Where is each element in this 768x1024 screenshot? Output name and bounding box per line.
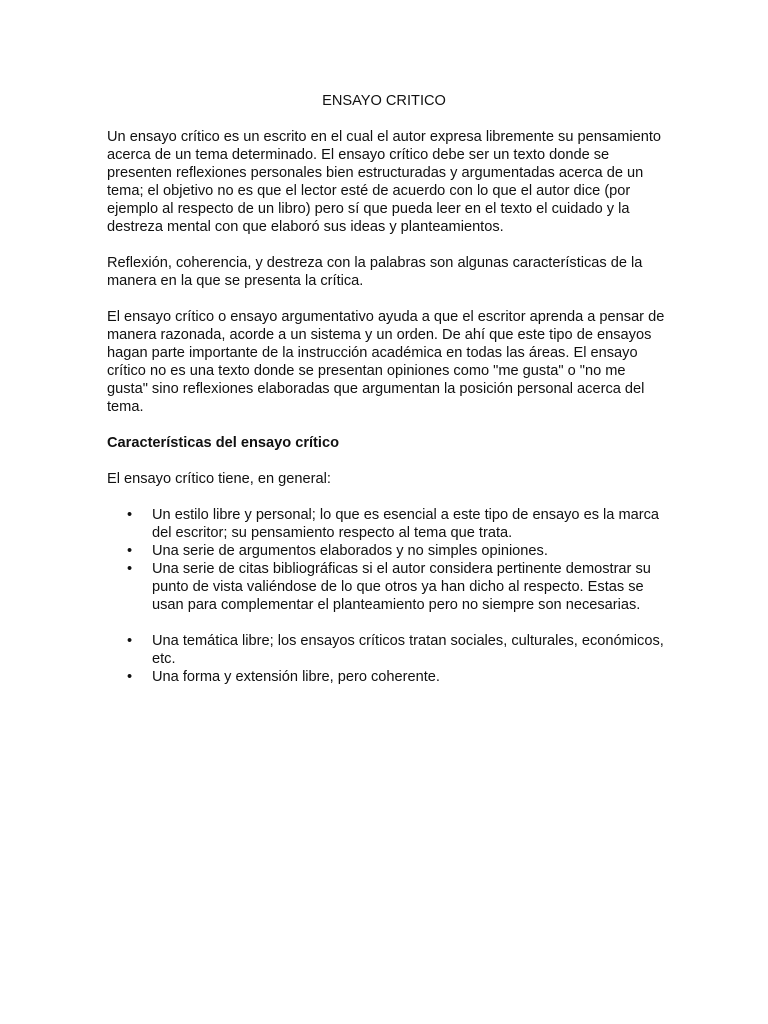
document-title: ENSAYO CRITICO (322, 93, 446, 109)
list-item (107, 632, 667, 668)
bullet-icon: • (127, 543, 133, 559)
list-item (107, 542, 667, 560)
list-item-text: Una forma y extensión libre, pero coherente. (152, 669, 440, 685)
list-item-text: Una serie de citas bibliográficas si el autor considera pertinente demostrar su punto de vista valiéndose de lo que otros ya han dicho al respecto. Estas se usan para complementar el planteamiento pero no siempre son necesarias. (152, 561, 651, 613)
paragraph-definition: Un ensayo crítico es un escrito en el cual el autor expresa libremente su pensamiento acerca de un tema determinado. El ensayo crítico debe ser un texto donde se presenten reflexiones personales bien estructuradas y argumentadas acerca de un tema; el objetivo no es que el lector esté de acuerdo con lo que el autor dice (por ejemplo al respecto de un libro) pero sí que pueda leer en el texto el cuidado y la destreza mental con que elaboró sus ideas y planteamientos. (107, 129, 662, 235)
paragraph-characteristics: Reflexión, coherencia, y destreza con la palabras son algunas características de la manera en la que se presenta la crítica. (107, 255, 643, 289)
characteristics-list-2 (107, 632, 667, 686)
list-item-text: Un estilo libre y personal; lo que es esencial a este tipo de ensayo es la marca del escritor; su pensamiento respecto al tema que trata. (152, 507, 660, 541)
list-item (107, 560, 667, 614)
paragraph-argumentative: El ensayo crítico o ensayo argumentativo ayuda a que el escritor aprenda a pensar de manera razonada, acorde a un sistema y un orden. De ahí que este tipo de ensayos hagan parte importante de la instrucción académica en todas las áreas. El ensayo crítico no es una texto donde se presentan opiniones como "me gusta" o "no me gusta" sino reflexiones elaboradas que argumentan la posición personal acerca del tema. (107, 309, 665, 415)
bullet-icon: • (127, 507, 133, 523)
section-heading: Características del ensayo crítico (107, 435, 339, 451)
list-item-text: Una temática libre; los ensayos críticos tratan sociales, culturales, económicos, etc. (152, 633, 664, 667)
bullet-icon: • (127, 561, 133, 577)
list-item (107, 668, 667, 686)
list-intro: El ensayo crítico tiene, en general: (107, 471, 331, 487)
list-spacer (107, 614, 667, 632)
bullet-icon: • (127, 669, 133, 685)
list-item-text: Una serie de argumentos elaborados y no simples opiniones. (152, 543, 548, 559)
document-page (107, 92, 667, 686)
list-item (107, 506, 667, 542)
bullet-icon: • (127, 633, 133, 649)
characteristics-list-1 (107, 506, 667, 614)
